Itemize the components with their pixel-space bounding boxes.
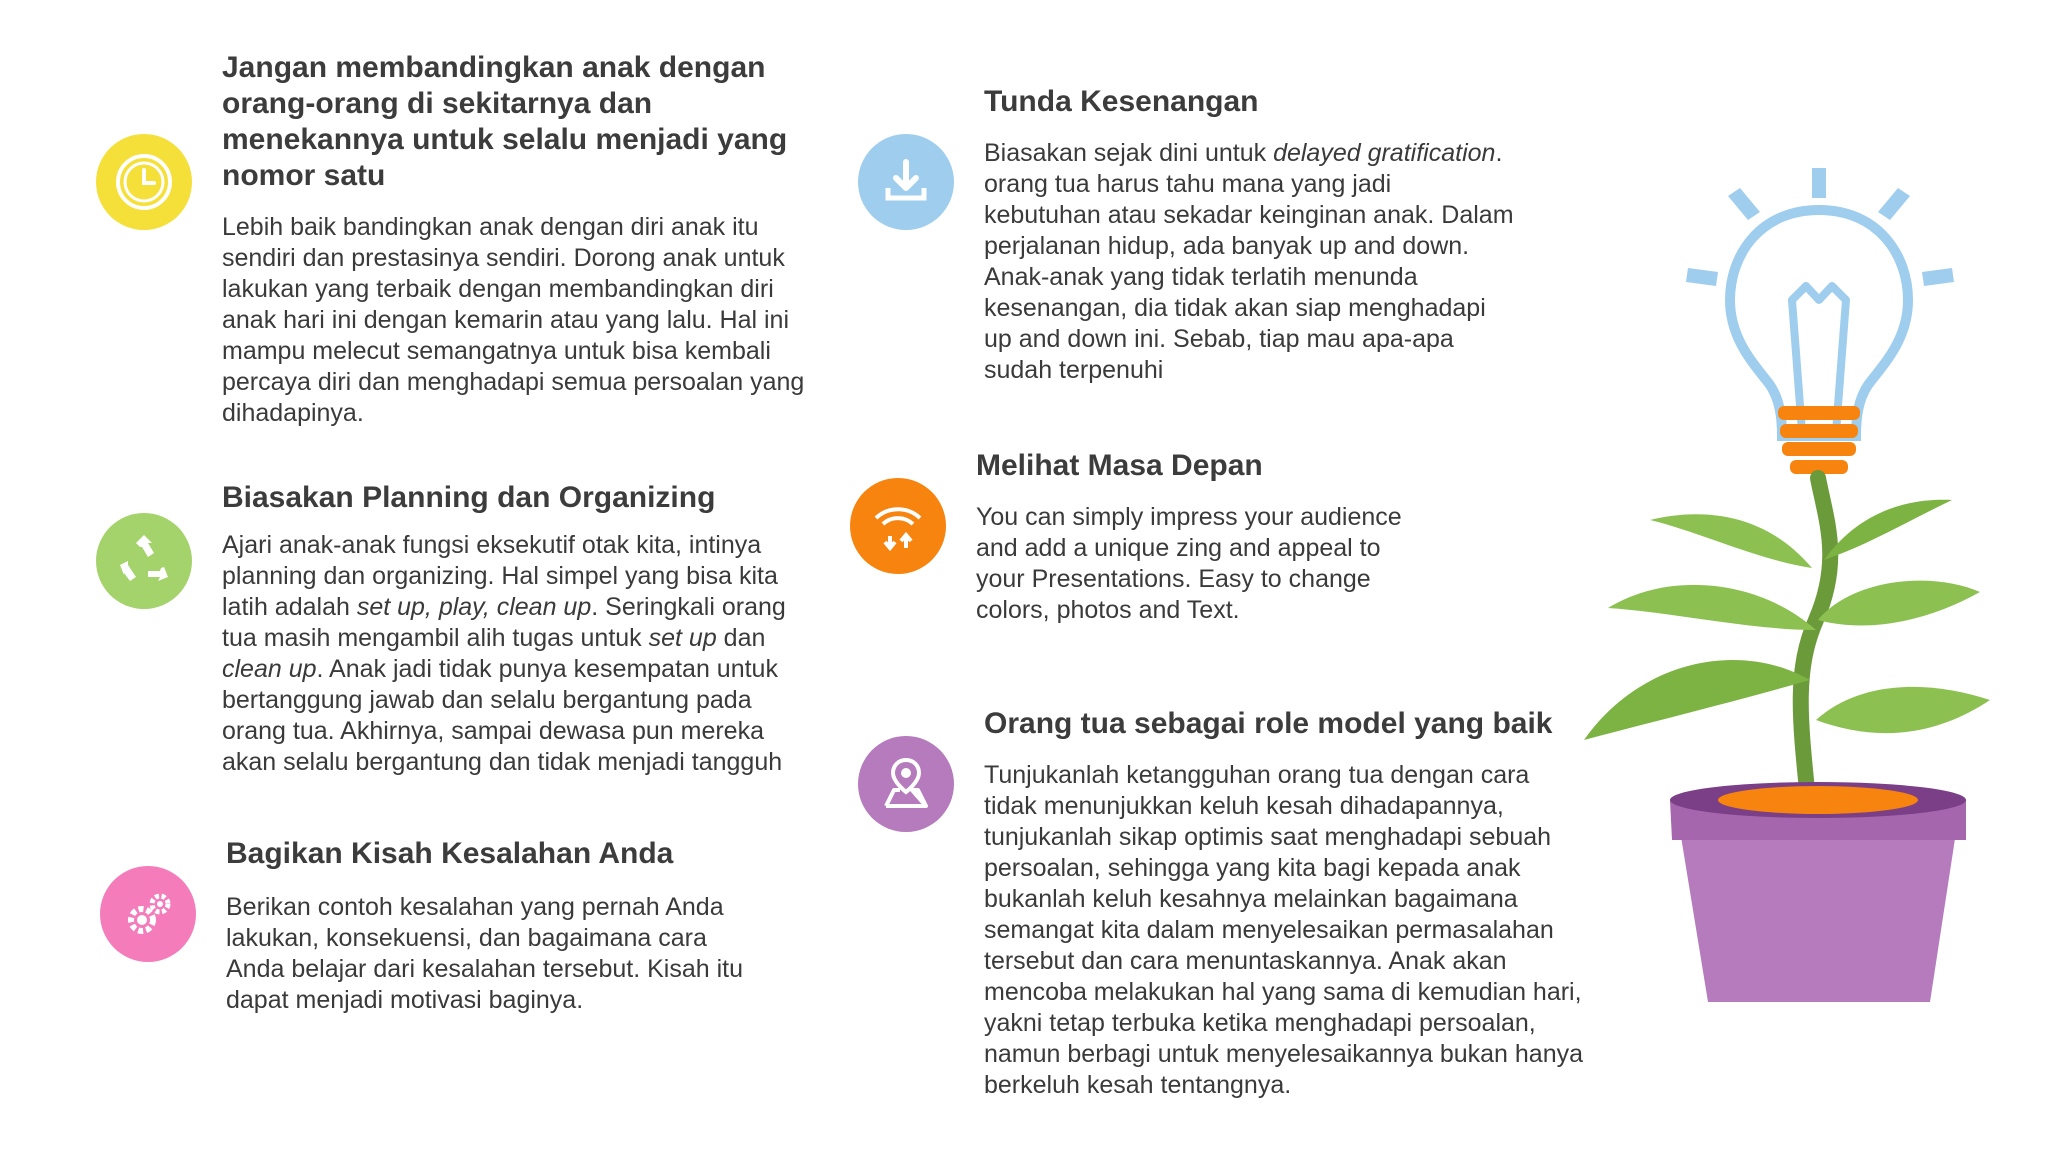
item4-body <box>984 138 1514 386</box>
item2-body-a: Ajari anak-anak fungsi eksekutif otak kita, intinya planning dan organizing. Hal simpel yang bisa kita latih adalah <box>222 531 778 621</box>
recycle-icon <box>114 531 174 591</box>
plant-leaves <box>1584 500 1990 740</box>
item2-body <box>222 530 812 778</box>
signal-arrows-icon <box>868 496 928 556</box>
item5-body: You can simply impress your audience and add a unique zing and appeal to your Presentations. Easy to change colors, photos and Text. <box>976 503 1402 624</box>
item4-body-c: . orang tua harus tahu mana yang jadi kebutuhan atau sekadar keinginan anak. Dalam perjalanan hidup, ada banyak up and down. Anak-anak yang tidak terlatih menunda kesenangan, dia tidak akan siap menghadapi up and down ini. Sebab, tiap mau apa-apa sudah terpenuhi <box>984 139 1514 384</box>
item1-icon-circle <box>96 134 192 230</box>
item1-text <box>222 50 822 429</box>
item4-body-a: Biasakan sejak dini untuk <box>984 139 1274 167</box>
item3-icon-circle <box>100 866 196 962</box>
item4-text <box>984 84 1524 386</box>
clock-icon <box>114 152 174 212</box>
item6-title: Orang tua sebagai role model yang baik <box>984 707 1553 740</box>
plant-lightbulb-illustration <box>1580 160 2020 1020</box>
item1-title: Jangan membandingkan anak dengan orang-orang di sekitarnya dan menekannya untuk selalu menjadi yang nomor satu <box>222 51 788 192</box>
lightbulb-icon <box>1730 210 1908 436</box>
item2-body-g: . Anak jadi tidak punya kesempatan untuk bertanggung jawab dan selalu bergantung pada orang tua. Akhirnya, sampai dewasa pun mereka akan selalu bergantung dan tidak menjadi tangguh <box>222 655 783 776</box>
item6-icon-circle <box>858 736 954 832</box>
item1-body: Lebih baik bandingkan anak dengan diri anak itu sendiri dan prestasinya sendiri. Dorong anak untuk lakukan yang terbaik dengan membandingkan diri anak hari ini dengan kemarin atau yang lalu. Hal ini mampu melecut semangatnya untuk bisa kembali percaya diri dan menghadapi semua persoalan yang dihadapinya. <box>222 213 805 427</box>
item2-icon-circle <box>96 513 192 609</box>
item3-body: Berikan contoh kesalahan yang pernah Anda lakukan, konsekuensi, dan bagaimana cara Anda belajar dari kesalahan tersebut. Kisah itu dapat menjadi motivasi baginya. <box>226 893 743 1014</box>
download-icon <box>876 152 936 212</box>
item6-text <box>984 706 1584 1101</box>
item2-body-f: clean up <box>222 655 317 683</box>
item2-body-e: dan <box>716 624 766 652</box>
item2-body-d: set up <box>648 624 717 652</box>
item5-text <box>976 448 1456 626</box>
gears-icon <box>118 884 178 944</box>
item4-title: Tunda Kesenangan <box>984 85 1259 118</box>
map-pin-icon <box>876 754 936 814</box>
item6-body: Tunjukanlah ketangguhan orang tua dengan cara tidak menunjukkan keluh kesah dihadapannya, tunjukanlah sikap optimis saat menghadapi sebuah persoalan, sehingga yang kita bagi kepada anak bukanlah keluh kesahnya melainkan bagaimana semangat kita dalam menyelesaikan permasalahan tersebut dan cara menuntaskannya. Anak akan mencoba melakukan hal yang sama di kemudian hari, yakni tetap terbuka ketika menghadapi persoalan, namun berbagi untuk menyelesaikannya bukan hanya berkeluh kesah tentangnya. <box>984 761 1584 1099</box>
item3-title: Bagikan Kisah Kesalahan Anda <box>226 837 674 870</box>
item3-text <box>226 836 786 1016</box>
item2-title: Biasakan Planning dan Organizing <box>222 481 716 514</box>
item2-body-b: set up, play, clean up <box>356 593 592 621</box>
item2-text <box>222 480 822 778</box>
item4-body-b: delayed gratification <box>1273 139 1496 167</box>
plant-stem <box>1801 478 1831 800</box>
item2-body-c: . Seringkali orang tua masih mengambil alih tugas untuk <box>222 593 786 652</box>
item4-icon-circle <box>858 134 954 230</box>
item5-title: Melihat Masa Depan <box>976 449 1263 482</box>
item5-icon-circle <box>850 478 946 574</box>
